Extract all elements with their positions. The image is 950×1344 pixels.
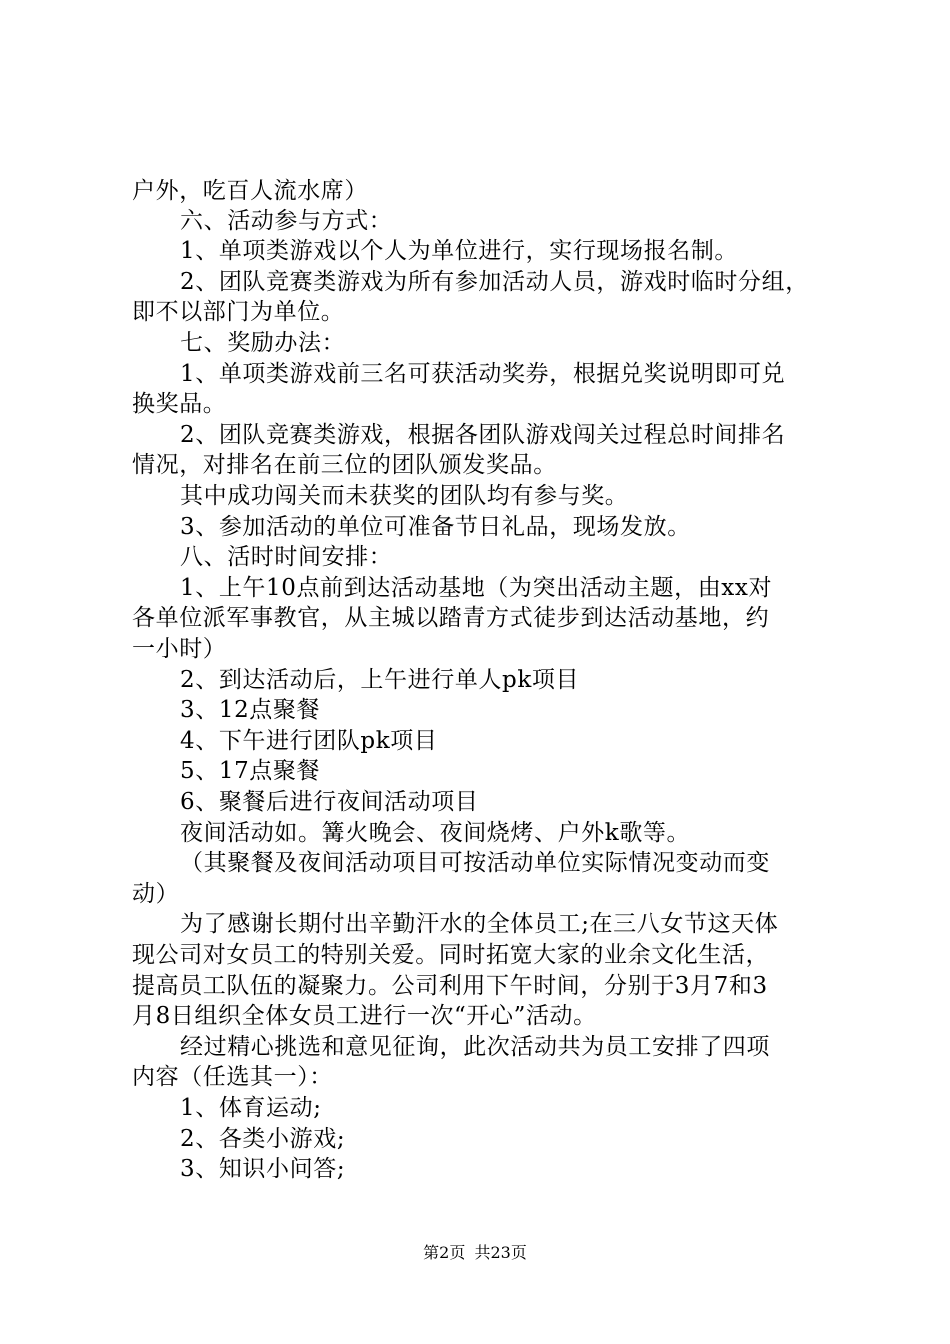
text-line: 2、团队竞赛类游戏，根据各团队游戏闯关过程总时间排名 (180, 422, 786, 448)
text-line: 2、各类小游戏; (180, 1126, 346, 1152)
text-line: 为了感谢长期付出辛勤汗水的全体员工;在三八女节这天体 (180, 911, 779, 937)
text-line: 月8日组织全体女员工进行一次“开心”活动。 (132, 1003, 597, 1029)
text-line: 6、聚餐后进行夜间活动项目 (180, 789, 479, 815)
text-line: 3、知识小问答; (180, 1156, 346, 1182)
text-line: 动） (132, 881, 180, 907)
text-line: 经过精心挑选和意见征询，此次活动共为员工安排了四项 (180, 1034, 770, 1060)
text-line: 提高员工队伍的凝聚力。公司利用下午时间，分别于3月7和3 (132, 973, 768, 999)
text-line: 1、上午10点前到达活动基地（为突出活动主题，由xx对 (180, 575, 773, 601)
text-line: 1、单项类游戏以个人为单位进行，实行现场报名制。 (180, 238, 739, 264)
text-line: 户外，吃百人流水席） (132, 178, 368, 204)
text-line: 3、12点聚餐 (180, 697, 321, 723)
text-line: 夜间活动如。篝火晚会、夜间烧烤、户外k歌等。 (180, 820, 691, 846)
text-line: 换奖品。 (132, 391, 227, 417)
text-line: （其聚餐及夜间活动项目可按活动单位实际情况变动而变 (180, 850, 770, 876)
text-line: 3、参加活动的单位可准备节日礼品，现场发放。 (180, 514, 691, 540)
page-number: 第2页 (423, 1243, 466, 1262)
text-line: 2、团队竞赛类游戏为所有参加活动人员，游戏时临时分组， (180, 269, 809, 295)
section-heading: 八、活时时间安排： (180, 544, 393, 570)
text-line: 各单位派军事教官，从主城以踏青方式徒步到达活动基地，约 (132, 605, 770, 631)
text-line: 1、单项类游戏前三名可获活动奖券，根据兑奖说明即可兑 (180, 361, 786, 387)
page-total: 共23页 (474, 1243, 527, 1262)
text-line: 其中成功闯关而未获奖的团队均有参与奖。 (180, 483, 629, 509)
section-heading: 七、奖励办法： (180, 330, 346, 356)
section-heading: 六、活动参与方式： (180, 208, 393, 234)
page-footer (0, 1243, 950, 1263)
text-line: 5、17点聚餐 (180, 758, 321, 784)
text-line: 内容（任选其一）： (132, 1064, 333, 1090)
text-line: 4、下午进行团队pk项目 (180, 728, 438, 754)
text-line: 情况，对排名在前三位的团队颁发奖品。 (132, 452, 557, 478)
text-line: 一小时） (132, 636, 227, 662)
text-line: 现公司对女员工的特别关爱。同时拓宽大家的业余文化生活， (132, 942, 770, 968)
text-line: 即不以部门为单位。 (132, 299, 345, 325)
text-line: 2、到达活动后，上午进行单人pk项目 (180, 667, 580, 693)
text-line: 1、体育运动; (180, 1095, 322, 1121)
